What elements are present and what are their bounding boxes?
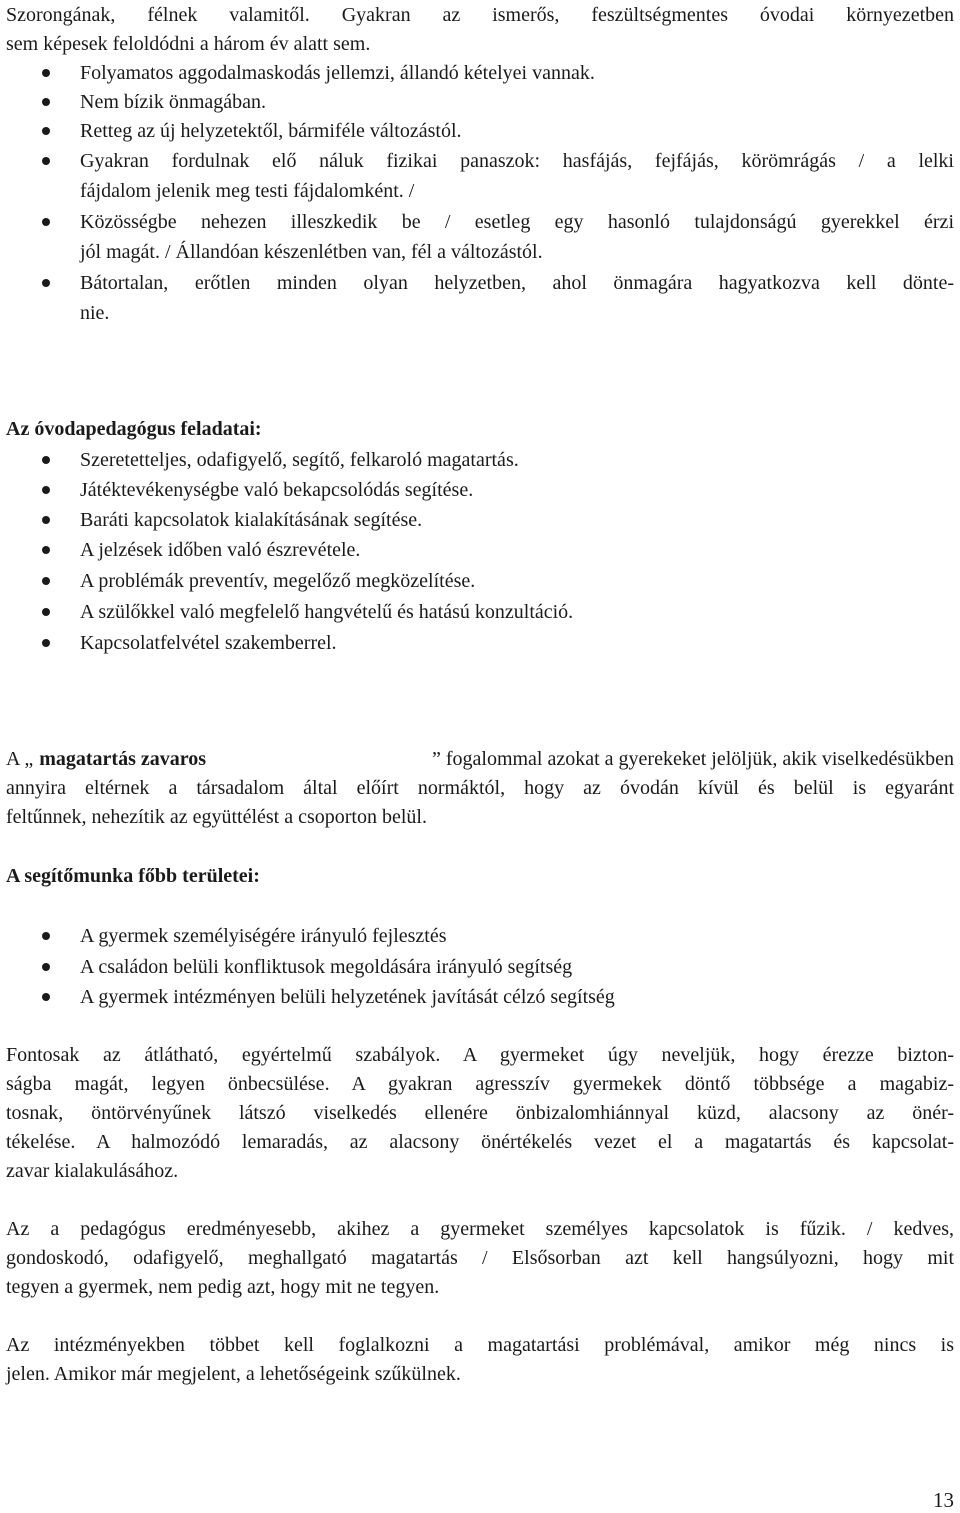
bullet-icon	[42, 98, 50, 106]
help-areas-heading: A segítőmunka főbb területei:	[6, 865, 260, 887]
symptom-item: Folyamatos aggodalmaskodás jellemzi, állandó kételyei vannak.	[80, 62, 595, 84]
bullet-icon	[42, 639, 50, 647]
bullet-icon	[42, 218, 50, 226]
teacher-task-item: A szülőkkel való megfelelő hangvételű és hatású konzultáció.	[80, 601, 574, 623]
definition-rest: ” fogalommal azokat a gyerekeket jelöljük, akik viselkedésükben	[431, 748, 954, 770]
paragraph-line: jelen. Amikor már megjelent, a lehetőségeink szűkülnek.	[6, 1363, 461, 1385]
bullet-icon	[42, 456, 50, 464]
teacher-task-item: A problémák preventív, megelőző megközelítése.	[80, 570, 476, 592]
symptom-item-continued: nie.	[80, 302, 110, 324]
intro-line-1: Szorongának, félnek valamitől. Gyakran az ismerős, feszültségmentes óvodai környezetben	[6, 4, 954, 26]
paragraph-line: Fontosak az átlátható, egyértelmű szabályok. A gyermeket úgy neveljük, hogy érezze bizton-	[6, 1044, 954, 1066]
symptom-item: Közösségbe nehezen illeszkedik be / esetleg egy hasonló tulajdonságú gyerekkel érzi	[80, 211, 954, 233]
bullet-icon	[42, 279, 50, 287]
definition-line-1	[6, 749, 954, 769]
paragraph-line: ságba magát, legyen önbecsülése. A gyakran agresszív gyermekek döntő többsége a magabiz-	[6, 1073, 954, 1095]
bullet-icon	[42, 608, 50, 616]
symptom-item: Gyakran fordulnak elő náluk fizikai panaszok: hasfájás, fejfájás, körömrágás / a lelki	[80, 150, 954, 172]
definition-line-2: annyira eltérnek a társadalom által előírt normáktól, hogy az óvodán kívül és belül is egyaránt	[6, 777, 954, 799]
teacher-task-item: Játéktevékenységbe való bekapcsolódás segítése.	[80, 479, 474, 501]
teacher-task-item: Baráti kapcsolatok kialakításának segítése.	[80, 509, 423, 531]
page-number: 13	[933, 1488, 954, 1512]
teacher-task-item: Kapcsolatfelvétel szakemberrel.	[80, 632, 337, 654]
bullet-icon	[42, 932, 50, 940]
bullet-icon	[42, 486, 50, 494]
paragraph-line: Az intézményekben többet kell foglalkozni a magatartási problémával, amikor még nincs is	[6, 1334, 954, 1356]
bullet-icon	[42, 546, 50, 554]
teacher-tasks-heading: Az óvodapedagógus feladatai:	[6, 418, 262, 440]
bullet-icon	[42, 963, 50, 971]
paragraph-line: zavar kialakulásához.	[6, 1160, 179, 1182]
help-area-item: A gyermek intézményen belüli helyzetének javítását célzó segítség	[80, 986, 615, 1008]
teacher-task-item: A jelzések időben való észrevétele.	[80, 539, 361, 561]
paragraph-line: tékelése. A halmozódó lemaradás, az alacsony önértékelés vezet el a magatartás és kapcsolat-	[6, 1131, 954, 1153]
paragraph-line: Az a pedagógus eredményesebb, akihez a gyermeket személyes kapcsolatok is fűzik. / kedves,	[6, 1218, 954, 1240]
paragraph-line: tosnak, öntörvényűnek látszó viselkedés ellenére önbizalomhiánnyal küzd, alacsony az önér-	[6, 1102, 954, 1124]
symptom-item-continued: jól magát. / Állandóan készenlétben van, fél a változástól.	[80, 241, 543, 263]
help-area-item: A családon belüli konfliktusok megoldására irányuló segítség	[80, 956, 573, 978]
bullet-icon	[42, 516, 50, 524]
definition-term: magatartás zavaros	[39, 748, 207, 770]
bullet-icon	[42, 157, 50, 165]
teacher-task-item: Szeretetteljes, odafigyelő, segítő, felkaroló magatartás.	[80, 449, 519, 471]
paragraph-line: tegyen a gyermek, nem pedig azt, hogy mit ne tegyen.	[6, 1276, 440, 1298]
symptom-item: Bátortalan, erőtlen minden olyan helyzetben, ahol önmagára hagyatkozva kell dönte-	[80, 272, 954, 294]
symptom-item: Retteg az új helyzetektől, bármiféle változástól.	[80, 120, 462, 142]
bullet-icon	[42, 993, 50, 1001]
symptom-item: Nem bízik önmagában.	[80, 91, 267, 113]
bullet-icon	[42, 127, 50, 135]
paragraph-line: gondoskodó, odafigyelő, meghallgató magatartás / Elsősorban azt kell hangsúlyozni, hogy mit	[6, 1247, 954, 1269]
help-area-item: A gyermek személyiségére irányuló fejlesztés	[80, 925, 447, 947]
definition-line-3: feltűnnek, nehezítik az együttélést a csoporton belül.	[6, 806, 427, 828]
symptom-item-continued: fájdalom jelenik meg testi fájdalomként. /	[80, 180, 415, 202]
bullet-icon	[42, 577, 50, 585]
intro-line-2: sem képesek feloldódni a három év alatt sem.	[6, 33, 371, 55]
definition-prefix: A „	[6, 748, 34, 770]
bullet-icon	[42, 69, 50, 77]
